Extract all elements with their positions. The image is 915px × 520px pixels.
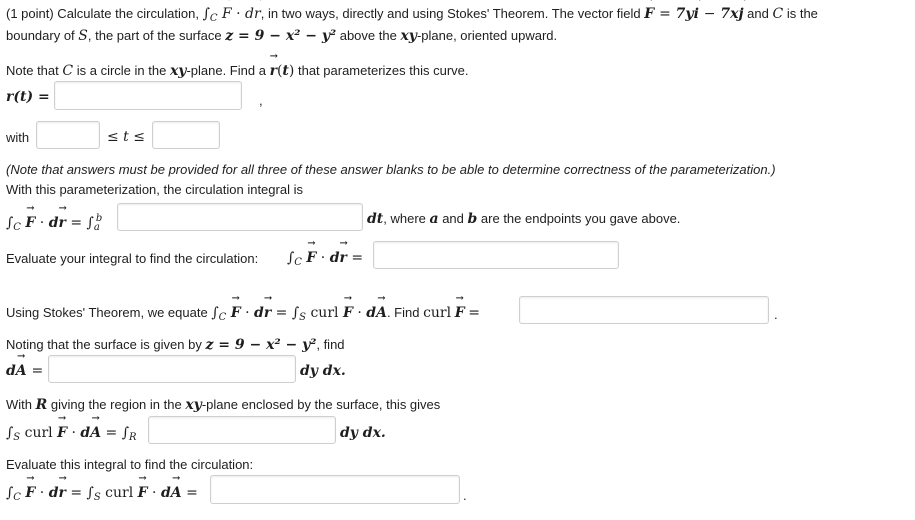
r-t-input[interactable]: [55, 82, 241, 109]
is-the-text: is the: [786, 6, 818, 21]
find-a-text: -plane. Find a: [186, 63, 266, 78]
plane-label: xy: [169, 63, 187, 79]
above-the-text: above the: [339, 28, 397, 43]
t-range-label: ≤ t ≤: [107, 129, 145, 145]
region-integrand-input-box[interactable]: [148, 416, 336, 444]
with-r-line: [6, 396, 440, 414]
circulation-direct-input-box[interactable]: [373, 241, 619, 269]
surface-label: S: [78, 28, 88, 44]
circulation-integral: $\int_C \to F \cdot d\to r$: [203, 6, 261, 22]
r-t-label: r(t) =: [6, 89, 50, 105]
oriented-text: -plane, oriented upward.: [416, 28, 558, 43]
integrand-input[interactable]: [118, 204, 362, 230]
surface-text: , the part of the surface: [87, 28, 222, 43]
t-lower-input-box[interactable]: [36, 121, 100, 149]
problem-intro-mid: , in two ways, directly and using Stokes' Theorem. The vector field: [260, 6, 641, 21]
problem-line-2: [6, 27, 557, 45]
giving-region-text: giving the region in the: [50, 397, 182, 412]
problem-intro: (1 point) Calculate the circulation,: [6, 6, 199, 21]
and-text: and: [747, 6, 769, 21]
using-stokes-text: Using Stokes' Theorem, we equate: [6, 305, 208, 320]
find-text: , find: [316, 337, 345, 352]
region-label: R: [35, 397, 48, 413]
with-label: with: [6, 130, 30, 145]
da-label: d→ A =: [6, 362, 43, 380]
evaluate-text-2: Evaluate this integral to find the circulation:: [6, 457, 254, 472]
final-period: .: [463, 488, 467, 503]
curl-period: .: [774, 307, 778, 322]
stokes-line: Using Stokes' Theorem, we equate $\int_C \to F \cdot d\to r = \int_S$ curl → F · d→ A. Find curl → F =: [6, 304, 480, 327]
with-r-text: With: [6, 397, 32, 412]
curl-input-box[interactable]: [519, 296, 769, 324]
parameterizes-text: that parameterizes this curve.: [297, 63, 469, 78]
integrand-input-box[interactable]: [117, 203, 363, 231]
problem-line-1: [6, 5, 818, 28]
dydx-suffix-2: dy dx.: [340, 425, 386, 441]
circle-text: is a circle in the: [76, 63, 167, 78]
eval-integral-label: $\int_C \to F \cdot d\to r$ =: [287, 249, 363, 272]
final-equation-label: $\int_C \to F \cdot d\to r = \int_S$ curl → F · d→ A =: [6, 484, 198, 507]
t-upper-input-box[interactable]: [152, 121, 220, 149]
plane-label: xy: [400, 28, 417, 44]
circulation-direct-input[interactable]: [374, 242, 618, 268]
noting-line: [6, 336, 345, 354]
curve-label: C: [772, 6, 784, 22]
r-t-comma: ,: [259, 93, 263, 108]
param-note: (Note that answers must be provided for all three of these answer blanks to be able to determine correctness of the parameterization.): [6, 162, 776, 177]
curve-label: C: [62, 63, 74, 79]
t-lower-input[interactable]: [37, 122, 99, 148]
da-input[interactable]: [49, 356, 295, 382]
note-that-text: Note that: [6, 63, 59, 78]
curl-input[interactable]: [520, 297, 768, 323]
dt-suffix: dt, where a and b are the endpoints you gave above.: [367, 211, 681, 227]
surface-equation-2: z = 9 − x² − y²: [205, 337, 317, 353]
dydx-suffix: dy dx.: [300, 363, 346, 379]
boundary-of-text: boundary of: [6, 28, 75, 43]
stokes-equate-eq: $\int_C \to F \cdot d\to r = \int_S$ curl → F · d→ A: [211, 305, 387, 321]
with-param-text: With this parameterization, the circulation integral is: [6, 182, 303, 197]
circulation-stokes-input-box[interactable]: [210, 475, 460, 504]
vector-field-equation: → F = 7y→ i − 7x→ j: [644, 6, 743, 22]
enclosed-text: -plane enclosed by the surface, this gives: [201, 397, 441, 412]
da-input-box[interactable]: [48, 355, 296, 383]
r-t-input-box[interactable]: [54, 81, 242, 110]
surface-equation: z = 9 − x² − y²: [225, 28, 337, 44]
r-of-t: → r(t): [270, 63, 295, 79]
circulation-stokes-input[interactable]: [211, 476, 459, 503]
t-upper-input[interactable]: [153, 122, 219, 148]
evaluate-text: Evaluate your integral to find the circulation:: [6, 251, 259, 266]
region-integrand-input[interactable]: [149, 417, 335, 443]
plane-label: xy: [185, 397, 202, 413]
param-integral-label: $\int_C \to F \cdot d\to r = \int_a^b$: [6, 210, 102, 237]
noting-text: Noting that the surface is given by: [6, 337, 202, 352]
param-note-line: [6, 62, 469, 80]
curl-integral-label: $\int_S$ curl → $F \cdot d\to A = \int_R$: [6, 424, 137, 447]
